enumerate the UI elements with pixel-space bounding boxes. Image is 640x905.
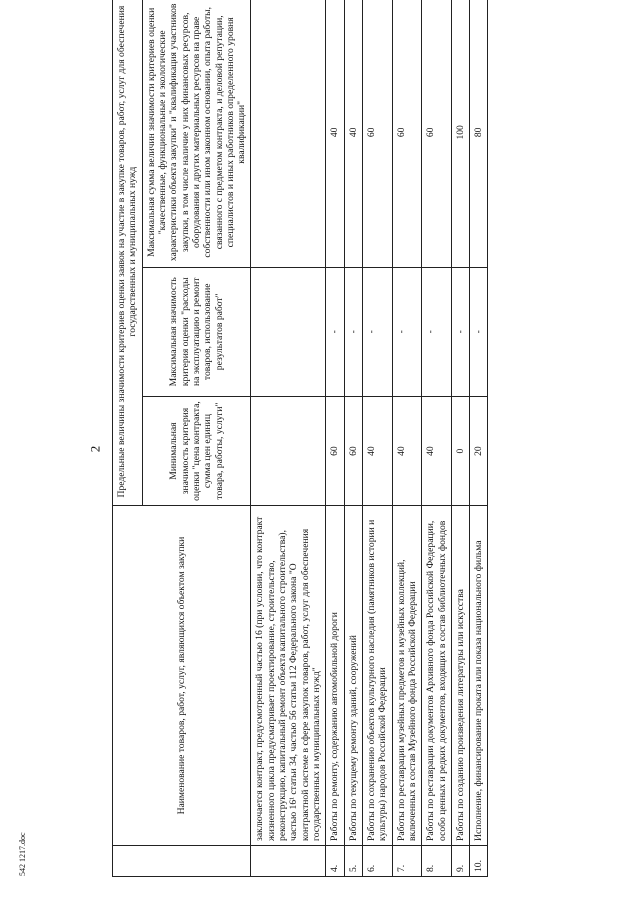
continuation-text: заключается контракт, предусмотренный частью 16 (при условии, что контракт жизненного цикла предусматривает проектирование, строительство, реконструкцию, капитальный ремонт объекта капитального строительства), частью 16¹ статьи 34, частью 56 статьи 112 Федерального закона "О контрактной системе в сфере закупок товаров, работ, услуг для обеспечения государственных и муниципальных нужд" [251,506,326,846]
table-row: 4. Работы по ремонту, содержанию автомобильной дороги 60 - 40 [326,0,344,877]
table-row: 9. Работы по созданию произведения литературы или искусства 0 - 100 [451,0,469,877]
header-expl: Максимальная значимость критерия оценки "расходы на эксплуатацию и ремонт товаров, использование результатов работ" [142,267,251,396]
criteria-table [112,0,488,877]
header-qual: Максимальная сумма величин значимости критериев оценки "качественные, функциональные и экологические характеристики объекта закупки" и "квалификация участников закупки, в том числе наличие у них финансовых ресурсов, оборудования и других материальных ресурсов на праве собственности или ином законном основании, опыта работы, связанного с предметом контракта, и деловой репутации, специалистов и иных работников определенного уровня квалификации" [142,0,251,267]
table-row-continuation [251,0,326,877]
header-number-cell [113,845,251,876]
table-row: 8. Работы по реставрации документов Архивного фонда Российской Федерации, особо ценных и редких документов, входящих в состав библиотечных фондов 40 - 60 [422,0,452,877]
table-header-row [113,0,143,877]
header-price: Минимальная значимость критерия оценки "цена контракта, сумма цен единиц товара, работы, услуги" [142,396,251,505]
table-row: 7. Работы по реставрации музейных предметов и музейных коллекций, включенных в состав Музейного фонда Российской Федерации 40 - 60 [392,0,422,877]
table-row: 6. Работы по сохранению объектов культурного наследия (памятников истории и культуры) народов Российской Федерации 40 - 60 [362,0,392,877]
table-row: 5. Работы по текущему ремонту зданий, сооружений 60 - 40 [344,0,362,877]
header-group: Предельные величины значимости критериев оценки заявок на участие в закупке товаров, работ, услуг для обеспечения государственных и муниципальных нужд [113,0,143,506]
page-number: 2 [87,445,103,453]
header-name: Наименование товаров, работ, услуг, являющихся объектом закупки [113,506,251,846]
table-row: 10. Исполнение, финансирование проката или показа национального фильма 20 - 80 [470,0,488,877]
document-footer: 542 1217.doc [18,832,27,876]
